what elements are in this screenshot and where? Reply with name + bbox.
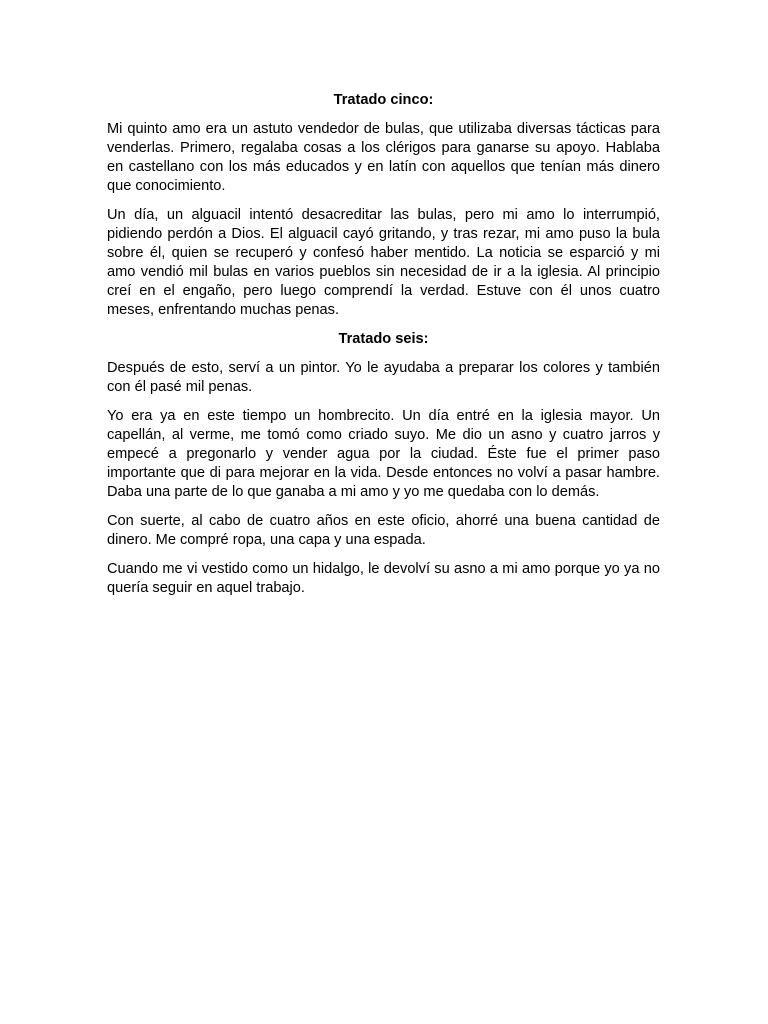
paragraph: Después de esto, serví a un pintor. Yo le ayudaba a preparar los colores y también con él pasé mil penas. — [107, 360, 660, 395]
paragraph: Yo era ya en este tiempo un hombrecito. Un día entré en la iglesia mayor. Un capellán, al verme, me tomó como criado suyo. Me dio un asno y cuatro jarros y empecé a pregonarlo y vender agua por la ciudad. Éste fue el primer paso importante que di para mejorar en la vida. Desde entonces no volví a pasar hambre. Daba una parte de lo que ganaba a mi amo y yo me quedaba con lo demás. — [107, 408, 660, 500]
paragraph: Un día, un alguacil intentó desacreditar las bulas, pero mi amo lo interrumpió, pidiendo perdón a Dios. El alguacil cayó gritando, y tras rezar, mi amo puso la bula sobre él, quien se recuperó y confesó haber mentido. La noticia se esparció y mi amo vendió mil bulas en varios pueblos sin necesidad de ir a la iglesia. Al principio creí en el engaño, pero luego comprendí la verdad. Estuve con él unos cuatro meses, enfrentando muchas penas. — [107, 207, 660, 318]
paragraph: Mi quinto amo era un astuto vendedor de bulas, que utilizaba diversas tácticas para venderlas. Primero, regalaba cosas a los clérigos para ganarse su apoyo. Hablaba en castellano con los más educados y en latín con aquellos que tenían más dinero que conocimiento. — [107, 121, 660, 194]
document-page — [107, 91, 660, 608]
section-heading: Tratado cinco: — [333, 92, 434, 108]
section-tratado-cinco — [107, 91, 660, 320]
section-heading: Tratado seis: — [338, 331, 429, 347]
paragraph: Cuando me vi vestido como un hidalgo, le devolví su asno a mi amo porque yo ya no quería seguir en aquel trabajo. — [107, 561, 660, 596]
section-tratado-seis — [107, 330, 660, 598]
paragraph: Con suerte, al cabo de cuatro años en este oficio, ahorré una buena cantidad de dinero. Me compré ropa, una capa y una espada. — [107, 513, 660, 548]
